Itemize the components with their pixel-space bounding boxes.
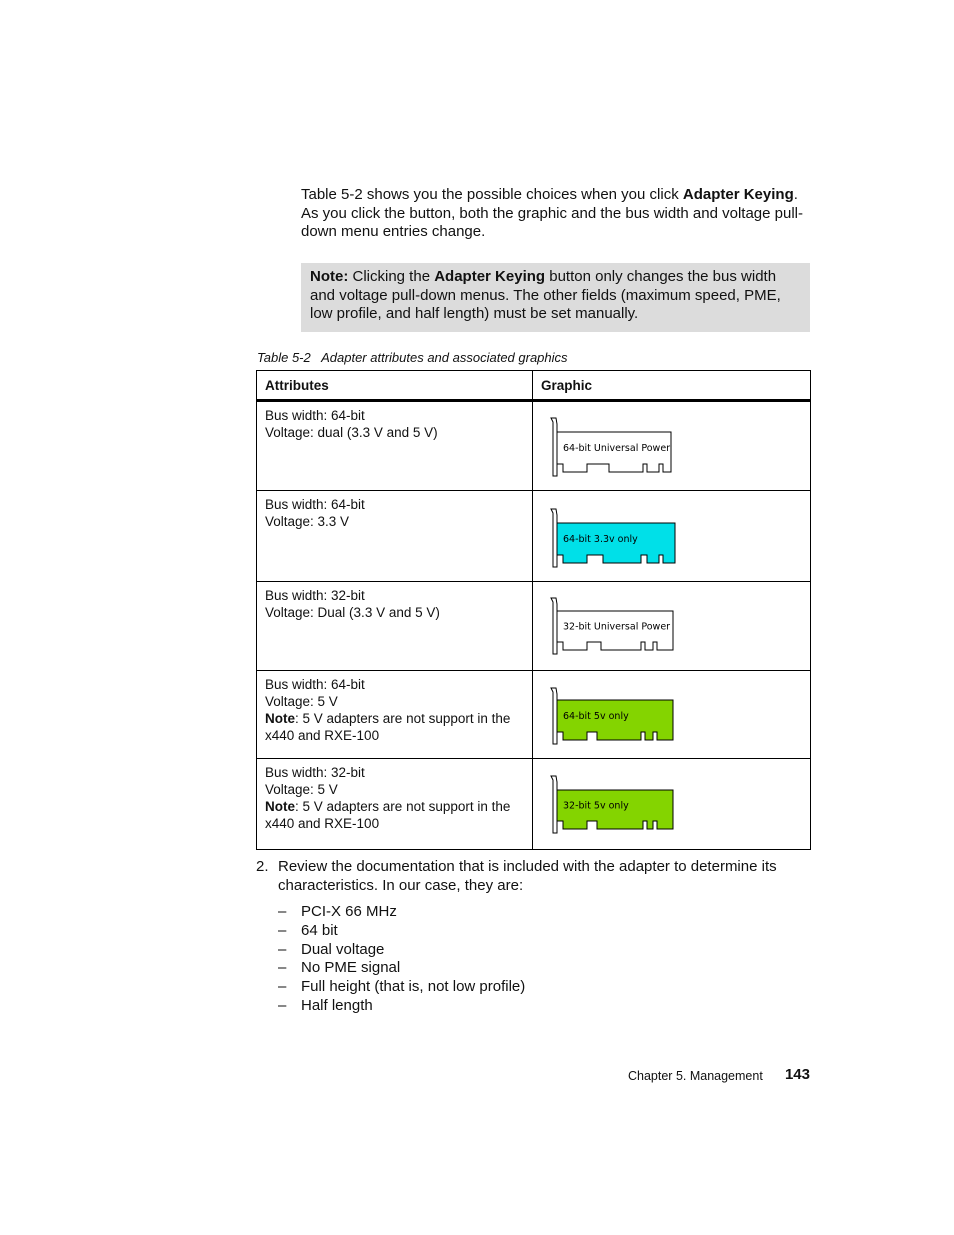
table-caption-title: Adapter attributes and associated graphics [321, 350, 568, 365]
step-text: Review the documentation that is included with the adapter to determine its characteristics. In our case, they are: [278, 858, 777, 894]
note-bold-term: Adapter Keying [434, 268, 546, 285]
card-label: 32-bit Universal Power [563, 621, 671, 633]
note-label: Note: [310, 268, 349, 285]
list-dash: – [278, 903, 287, 920]
row-note-label: Note [265, 711, 295, 726]
voltage-text: Voltage: 5 V [265, 782, 338, 797]
list-item-text: No PME signal [301, 959, 401, 977]
graphic-cell [533, 759, 811, 850]
list-dash: – [278, 921, 287, 939]
card-label: 64-bit 3.3v only [563, 534, 638, 545]
voltage-text: Voltage: dual (3.3 V and 5 V) [265, 425, 438, 440]
attributes-cell [257, 582, 533, 671]
row-note-text: : 5 V adapters are not support in the x440 and RXE-100 [265, 799, 511, 831]
intro-text-end: . As you click the button, both the graphic and the bus width and voltage pull-down menu entries change. [301, 186, 803, 240]
voltage-text: Voltage: 3.3 V [265, 514, 350, 529]
row-note-label: Note [265, 799, 295, 814]
graphic-container [533, 582, 810, 670]
list-dash: – [278, 978, 287, 996]
attributes-cell [257, 491, 533, 582]
graphic-cell [533, 582, 811, 671]
list-item [278, 959, 525, 978]
attributes-cell [257, 671, 533, 759]
bus-width-text: Bus width: 64-bit [265, 677, 365, 692]
graphic-container [533, 491, 810, 581]
adapter-card-graphic [533, 402, 810, 490]
adapter-card-graphic [533, 582, 810, 670]
intro-bold-term: Adapter Keying [682, 186, 794, 203]
list-item [278, 922, 525, 941]
adapter-attributes-table [256, 370, 811, 850]
table-caption-number: Table 5-2 [257, 350, 311, 365]
table-row [257, 759, 811, 850]
adapter-card-graphic [533, 491, 810, 581]
list-item-text: Half length [301, 996, 373, 1014]
intro-text: Table 5-2 shows you the possible choices when you click [301, 186, 683, 203]
card-label: 32-bit 5v only [563, 800, 629, 812]
list-dash: – [278, 940, 287, 958]
card-bracket [551, 509, 557, 567]
list-item [278, 997, 525, 1016]
card-bracket [551, 776, 557, 833]
card-bracket [551, 688, 557, 744]
list-item [278, 941, 525, 960]
adapter-card-graphic [533, 759, 810, 849]
attributes-cell [257, 401, 533, 491]
card-label: 64-bit 5v only [563, 711, 629, 722]
list-dash: – [278, 996, 287, 1014]
graphic-cell [533, 491, 811, 582]
table-row [257, 401, 811, 491]
note-text-end: button only changes the bus width and voltage pull-down menus. The other fields (maximum speed, PME, low profile, and half length) must be set manually. [310, 268, 781, 322]
table-caption [257, 350, 568, 365]
attributes-cell [257, 759, 533, 850]
table-row [257, 582, 811, 671]
step-number: 2. [256, 858, 269, 875]
card-bracket [551, 598, 557, 654]
table-row [257, 491, 811, 582]
graphic-container [533, 402, 810, 490]
bus-width-text: Bus width: 64-bit [265, 497, 365, 512]
list-item [278, 903, 525, 922]
intro-paragraph [301, 186, 813, 242]
graphic-cell [533, 671, 811, 759]
characteristics-list [278, 903, 525, 1016]
list-item [278, 978, 525, 997]
step-2 [256, 858, 816, 895]
graphic-cell [533, 401, 811, 491]
adapter-card-graphic [533, 671, 810, 758]
graphic-container [533, 759, 810, 849]
list-item-text: 64 bit [301, 921, 338, 939]
note-text: Clicking the [348, 268, 435, 285]
page-number: 143 [784, 1066, 810, 1083]
bus-width-text: Bus width: 32-bit [265, 765, 365, 780]
bus-width-text: Bus width: 32-bit [265, 588, 365, 603]
list-item-text: PCI-X 66 MHz [301, 903, 397, 920]
card-bracket [551, 418, 557, 476]
list-dash: – [278, 959, 287, 977]
note-box [301, 263, 810, 332]
row-note [265, 798, 524, 832]
voltage-text: Voltage: 5 V [265, 694, 338, 709]
graphic-container [533, 671, 810, 758]
table-header-row [257, 371, 811, 401]
header-graphic: Graphic [533, 371, 811, 401]
header-attributes: Attributes [257, 371, 533, 401]
bus-width-text: Bus width: 64-bit [265, 408, 365, 423]
row-note-text: : 5 V adapters are not support in the x440 and RXE-100 [265, 711, 511, 743]
row-note [265, 710, 524, 744]
list-item-text: Full height (that is, not low profile) [301, 978, 526, 996]
voltage-text: Voltage: Dual (3.3 V and 5 V) [265, 605, 440, 620]
table-row [257, 671, 811, 759]
footer-chapter: Chapter 5. Management [628, 1069, 763, 1083]
card-label: 64-bit Universal Power [563, 443, 671, 454]
list-item-text: Dual voltage [301, 940, 385, 958]
